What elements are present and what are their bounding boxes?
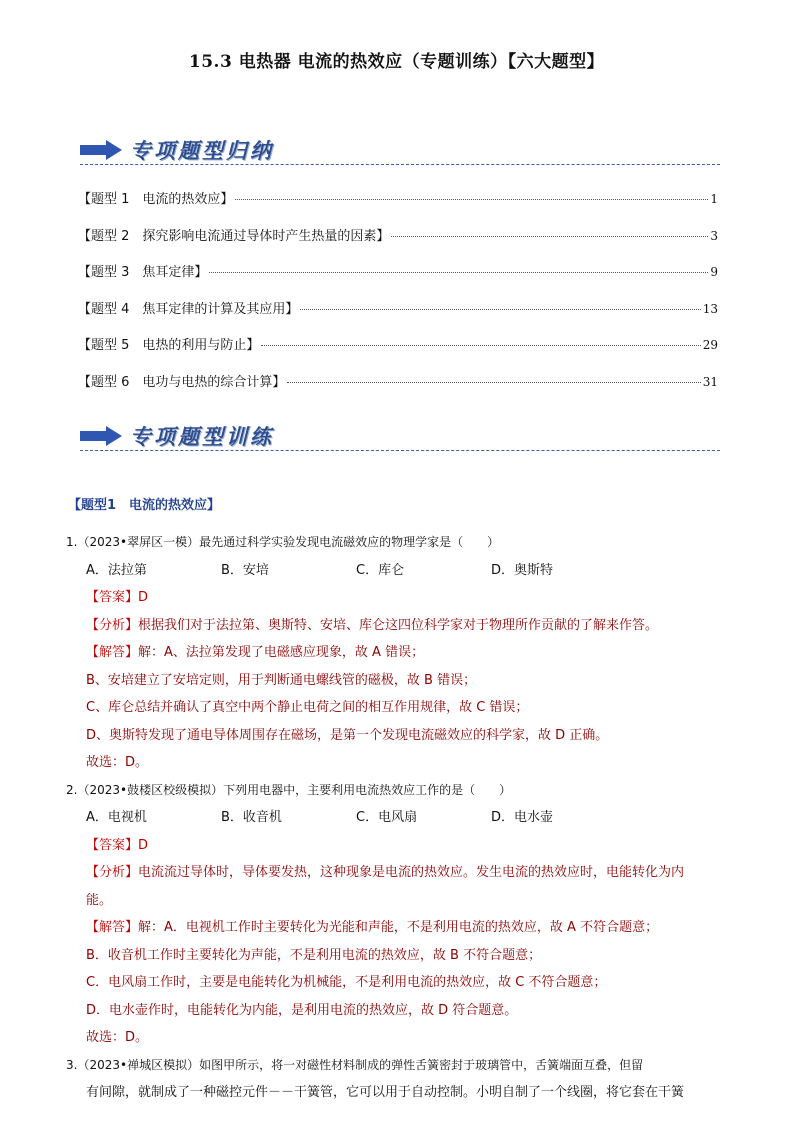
section-heading: 【题型1 电流的热效应】 — [68, 498, 221, 513]
toc-item-label: 【题型 4 焦耳定律的计算及其应用】 — [78, 301, 299, 317]
option-c: C．库仑 — [356, 562, 405, 578]
toc-banner-text: 专项题型归纳 — [130, 139, 274, 163]
option-d: D．奥斯特 — [491, 562, 554, 578]
analysis-text-continued: 能。 — [86, 892, 113, 908]
arrow-icon — [80, 426, 122, 446]
option-c: C．电风扇 — [356, 810, 418, 825]
toc-item-page: 3 — [710, 228, 718, 243]
solution-line: B．收音机工作时主要转化为声能，不是利用电流的热效应，故 B 不符合题意； — [86, 947, 542, 963]
divider — [80, 450, 720, 451]
answer-line — [66, 832, 736, 860]
solution-conclusion: 故选：D。 — [86, 1030, 149, 1045]
answer-value: D — [138, 590, 149, 605]
toc-item[interactable] — [78, 188, 718, 225]
answer-tag: 【答案】 — [86, 590, 139, 605]
question-stem: 2.（2023•鼓楼区校级模拟）下列用电器中，主要利用电流热效应工作的是（ ） — [66, 782, 512, 797]
toc-leader — [287, 382, 700, 383]
solution-text: 解：A．电视机工作时主要转化为光能和声能，不是利用电流的热效应，故 A 不符合题意； — [138, 920, 659, 935]
toc-item[interactable] — [78, 225, 718, 262]
question-3 — [66, 1052, 736, 1107]
training-banner-text: 专项题型训练 — [130, 425, 274, 449]
solution-line: D．电水壶作时，电能转化为内能，是利用电流的热效应，故 D 符合题意。 — [86, 1002, 518, 1018]
question-content — [66, 494, 736, 1107]
toc-item-label: 【题型 6 电功与电热的综合计算】 — [78, 374, 286, 390]
toc-item-label: 【题型 5 电热的利用与防止】 — [78, 338, 260, 353]
toc-item-page: 13 — [702, 301, 718, 316]
answer-value: D — [138, 837, 149, 853]
toc-item[interactable] — [78, 334, 718, 371]
solution-line — [66, 639, 736, 667]
answer-line — [66, 584, 736, 612]
option-b: B．收音机 — [221, 810, 282, 825]
toc-item-label: 【题型 3 焦耳定律】 — [78, 265, 208, 280]
toc-item-page: 1 — [710, 192, 718, 206]
option-a: A．电视机 — [86, 810, 147, 825]
toc-banner — [80, 134, 720, 170]
page-title: 15.3 电热器 电流的热效应（专题训练）【六大题型】 — [188, 52, 605, 72]
solution-text: 解：A、法拉第发现了电磁感应现象，故 A 错误； — [138, 645, 425, 660]
divider — [80, 164, 720, 165]
toc-item[interactable] — [78, 261, 718, 298]
question-2 — [66, 777, 736, 1052]
toc-item-label: 【题型 2 探究影响电流通过导体时产生热量的因素】 — [78, 228, 390, 244]
training-banner — [80, 420, 720, 456]
solution-line: D、奥斯特发现了通电导体周围存在磁场，是第一个发现电流磁效应的科学家，故 D 正确。 — [86, 727, 609, 743]
toc-leader — [391, 236, 708, 237]
option-b: B．安培 — [221, 562, 269, 578]
solution-line: C、库仑总结并确认了真空中两个静止电荷之间的相互作用规律，故 C 错误； — [86, 700, 529, 715]
toc-item-page: 31 — [702, 374, 718, 389]
toc-item-label: 【题型 1 电流的热效应】 — [78, 192, 234, 207]
question-stem-continued: 有间隙，就制成了一种磁控元件－－干簧管，它可以用于自动控制。小明自制了一个线圈，将它套在干簧 — [86, 1085, 685, 1100]
question-1 — [66, 529, 736, 777]
toc-leader — [300, 309, 700, 310]
option-d: D．电水壶 — [491, 810, 554, 825]
solution-tag: 【解答】 — [86, 645, 139, 660]
solution-line: C．电风扇工作时，主要是电能转化为机械能，不是利用电流的热效应，故 C 不符合题意； — [86, 975, 607, 990]
toc-item[interactable] — [78, 371, 718, 408]
analysis-tag: 【分析】 — [86, 865, 139, 880]
solution-line: B、安培建立了安培定则，用于判断通电螺线管的磁极，故 B 错误； — [86, 672, 477, 688]
analysis-tag: 【分析】 — [86, 617, 139, 633]
toc-leader — [261, 345, 700, 346]
options — [66, 557, 736, 585]
option-a: A．法拉第 — [86, 562, 147, 578]
solution-tag: 【解答】 — [86, 920, 139, 935]
toc-item-page: 9 — [710, 265, 718, 279]
analysis-text: 根据我们对于法拉第、奥斯特、安培、库仑这四位科学家对于物理所作贡献的了解来作答。 — [138, 617, 659, 633]
toc-item-page: 29 — [702, 338, 718, 352]
solution-conclusion: 故选：D。 — [86, 755, 149, 770]
analysis-line — [66, 612, 736, 640]
toc-item[interactable] — [78, 298, 718, 335]
toc-leader — [209, 272, 708, 273]
toc-leader — [235, 199, 708, 200]
analysis-line — [66, 859, 736, 887]
question-stem: 3.（2023•禅城区模拟）如图甲所示，将一对磁性材料制成的弹性舌簧密封于玻璃管中，舌簧端面互叠，但留 — [66, 1057, 644, 1072]
analysis-text: 电流流过导体时，导体要发热，这种现象是电流的热效应。发生电流的热效应时，电能转化为内 — [138, 865, 685, 880]
solution-line — [66, 914, 736, 942]
arrow-icon — [80, 140, 122, 160]
answer-tag: 【答案】 — [86, 837, 139, 853]
question-stem: 1.（2023•翠屏区一模）最先通过科学实验发现电流磁效应的物理学家是（ ） — [66, 535, 500, 549]
options — [66, 804, 736, 832]
table-of-contents — [78, 188, 718, 407]
